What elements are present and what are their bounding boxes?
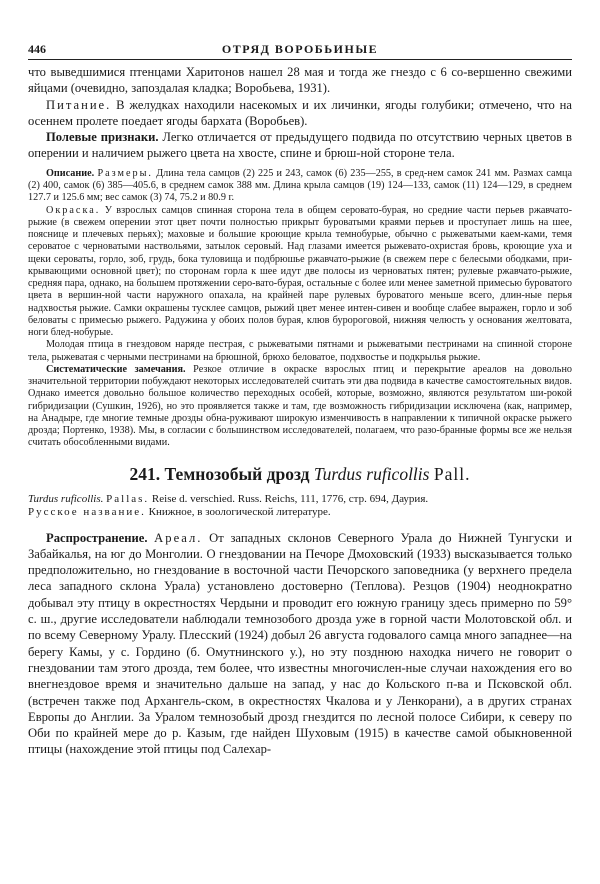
russian-name-text: Книжное, в зоологической литературе. xyxy=(148,506,331,519)
color-label: Окраска. xyxy=(46,204,101,216)
systematic-notes-paragraph xyxy=(28,364,572,450)
food-paragraph xyxy=(28,97,572,130)
food-label: Питание. xyxy=(46,97,112,112)
field-marks-label: Полевые признаки. xyxy=(46,130,159,145)
species-title xyxy=(28,464,572,485)
sizes-text: Длина тела самцов (2) 225 и 243, самок (6) 235—255, в сред-нем самок 241 мм. Размах самца (2) 400, самок (6) 385—405.6, в среднем самок 388 мм. Длина крыла самцов (19) 124—133, самок (11) 124—129, в среднем 127.7 и 125.6 мм; вес самок (3) 74, 75.2 и 80.9 г. xyxy=(28,167,573,204)
russian-name-label: Русское название. xyxy=(28,506,146,519)
page-header xyxy=(28,14,572,60)
species-latin-name: Turdus ruficollis xyxy=(313,463,430,484)
sizes-label: Размеры. xyxy=(97,167,153,179)
description-label: Описание. xyxy=(46,167,95,179)
synonym-latin: Turdus ruficollis. xyxy=(28,492,104,505)
description-block xyxy=(28,168,572,450)
species-author: Pall. xyxy=(433,463,471,484)
synonymy xyxy=(28,493,572,520)
intro-text: что выведшимися птенцами Харитонов нашел 28 мая и тогда же гнездо с 6 со-вершенно свежими яйцами (очевидно, запоздалая кладка; Воробьева, 1931). xyxy=(28,65,572,96)
color-text: У взрослых самцов спинная сторона тела в общем серовато-бурая, но средние части перьев ржавчато-рыжие (в свежем оперении этот цвет почти полностью прикрыт буроватыми краями перьев и проступает лишь на шее, пояснице и плечевых перьях); маховые и большие кроющие крыла темнобурые, обычно с рыжеватыми каем-ками, темя сероватое с черноватыми наствольями, затылок серовый. Над глазами имеется рыжевато-охристая бровь, кроющие уха и щеки сероваты, горло, зоб, грудь, бока туловища и подбрюшье ржавчато-рыжие (в свежем пере с белесыми ободками, при-крывающими основной цвет); по сторонам горла к шее идут две полосы из черноватых пятен; рулевые ржавчато-рыжие, средняя пара, однако, на большем протяжении серо-вато-бурая, остальные с более или менее заметной примесью буроватого цвета в вершин-ной части наружного опахала, на крайней паре рулевых буроватого меньше всего, длин-ные перья надхвостья рыжие. Самки окрашены тусклее самцов, рыжий цвет менее интен-сивен и вообще слабее выражен, горло и зоб беловаты с примесью рыжего. Радужина у обоих полов бурая, клюв буророгoвой, нижняя челюсть у основания желтовата, ноги блед-нобурые. xyxy=(28,204,572,339)
intro-paragraph xyxy=(28,64,572,97)
page-number: 446 xyxy=(28,42,46,56)
systematic-notes-label: Систематические замечания. xyxy=(46,363,186,375)
young-paragraph xyxy=(28,339,572,364)
sizes-paragraph xyxy=(28,168,572,205)
field-marks-paragraph xyxy=(28,129,572,162)
young-text: Молодая птица в гнездовом наряде пестрая, с рыжеватыми пятнами и рыжеватыми пестринами на спинной стороне тела, рыжеватая с черными пестринами на брюшной, брюхо беловатое, подхвостье и подкрылья рыжие. xyxy=(28,339,572,363)
food-text: В желудках находили насекомых и их личинки, ягоды голубики; отмечено, что на осеннем пролете поедает ягоды бархата (Воробьев). xyxy=(28,97,572,128)
distribution-paragraph xyxy=(28,530,572,758)
systematic-notes-text: Резкое отличие в окраске взрослых птиц и перекрытие ареалов на довольно значительной территории побуждают некоторых исследователей считать эти два подвида в качестве самостоятельных видов. Однако имеется довольно большое количество переходных особей, которые, возможно, являются результатом ши-рокой гибридизации (Сушкин, 1926), но это проявляется также и там, где возможность гибридизации исключена (как, например, на Анадыре, где многие темные дрозды обна-руживают широкую изменчивость в направлении к типичной окраске рыжего дрозда; Портенко, 1938). Мы, в согласии с большинством исследователей, полагаем, что разо-бранные формы все же нельзя считать обособленными видами. xyxy=(28,363,573,449)
species-number-name: 241. Темнозобый дрозд xyxy=(129,463,310,484)
synonym-reference: Reise d. verschied. Russ. Reichs, 111, 1776, стр. 694, Даурия. xyxy=(151,492,429,505)
synonym-author: Pallas. xyxy=(106,492,150,505)
distribution-text: От западных склонов Северного Урала до Нижней Тунгуски и Забайкалья, на юг до Монголии. О гнездовании на Печоре Дмоховский (1933) высказывается только предположительно, но гнездование в восточной части Печорского заповедника (у верхнего предела леса западного склона Урала) установлено достоверно (Теплова). Резцов (1904) неоднократно добывал эту птицу в окрестностях Чердыни и проводит его южную границу здесь примерно по 59° с. ш., другие исследователи наблюдали темнозобого дрозда уже в горной части Молотовской обл. и по всему Северному Уралу. Плесский (1924) добыл 26 августа годовалого самца много западнее—на берегу Камы, у с. Гордино (б. Омутнинского у.), но эту позднюю находка ничего не говорит о гнездовании там этого дрозда, тем более, что известны многочислен-ные случаи нахождения его во внегнездовое время и значительно дальше на запад, у нас до Кольского п-ва и Псковской обл. (встречен также под Архангель-ском, в окрестностях Чкалова и у Ленкорани), а в других странах Европы до Англии. За Уралом темнозобый дрозд гнездится по лесной полосе Сибири, к северу по Оби по крайней мере до р. Казым, где найден Шуховым (1915) в качестве самой обыкновенной птицы (нахождение этой птицы под Салехар- xyxy=(28,530,573,757)
book-page xyxy=(28,14,572,758)
areal-label: Ареал. xyxy=(154,530,203,545)
distribution-label: Распространение. xyxy=(46,530,148,545)
field-marks-text: Легко отличается от предыдущего подвида по отсутствию черных цветов в оперении и наличием рыжего цвета на хвосте, спине и брюш-ной стороне тела. xyxy=(28,130,572,161)
running-title: ОТРЯД ВОРОБЬИНЫЕ xyxy=(221,42,379,56)
color-paragraph xyxy=(28,205,572,340)
